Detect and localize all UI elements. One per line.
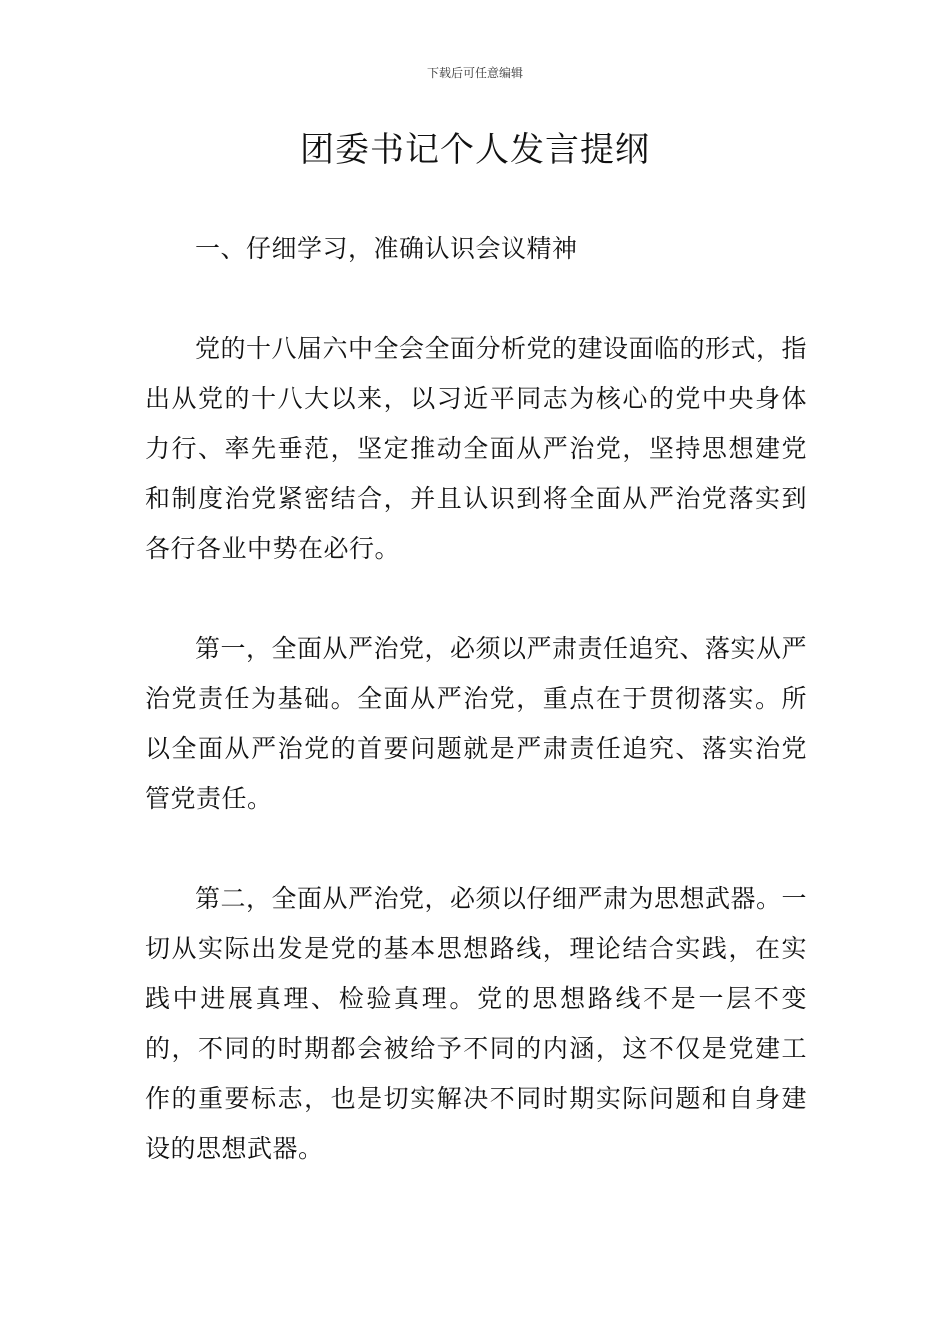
paragraph-second-point: 第二，全面从严治党，必须以仔细严肃为思想武器。一切从实际出发是党的基本思想路线，理论结合实践，在实践中进展真理、检验真理。党的思想路线不是一层不变的，不同的时期都会被给予不同的内涵，这不仅是党建工作的重要标志，也是切实解决不同时期实际问题和自身建设的思想武器。 — [145, 884, 808, 1163]
section-heading-1: 一、仔细学习，准确认识会议精神 — [195, 234, 578, 263]
paragraph-intro: 党的十八届六中全会全面分析党的建设面临的形式，指出从党的十八大以来，以习近平同志为核心的党中央身体力行、率先垂范，坚定推动全面从严治党，坚持思想建党和制度治党紧密结合，并且认识到将全面从严治党落实到各行各业中势在必行。 — [145, 334, 808, 563]
page-header-note: 下载后可任意编辑 — [426, 66, 523, 80]
document-title: 团委书记个人发言提纲 — [300, 130, 650, 170]
paragraph-first-point: 第一，全面从严治党，必须以严肃责任追究、落实从严治党责任为基础。全面从严治党，重点在于贯彻落实。所以全面从严治党的首要问题就是严肃责任追究、落实治党管党责任。 — [145, 634, 808, 813]
document-body — [145, 224, 807, 1224]
